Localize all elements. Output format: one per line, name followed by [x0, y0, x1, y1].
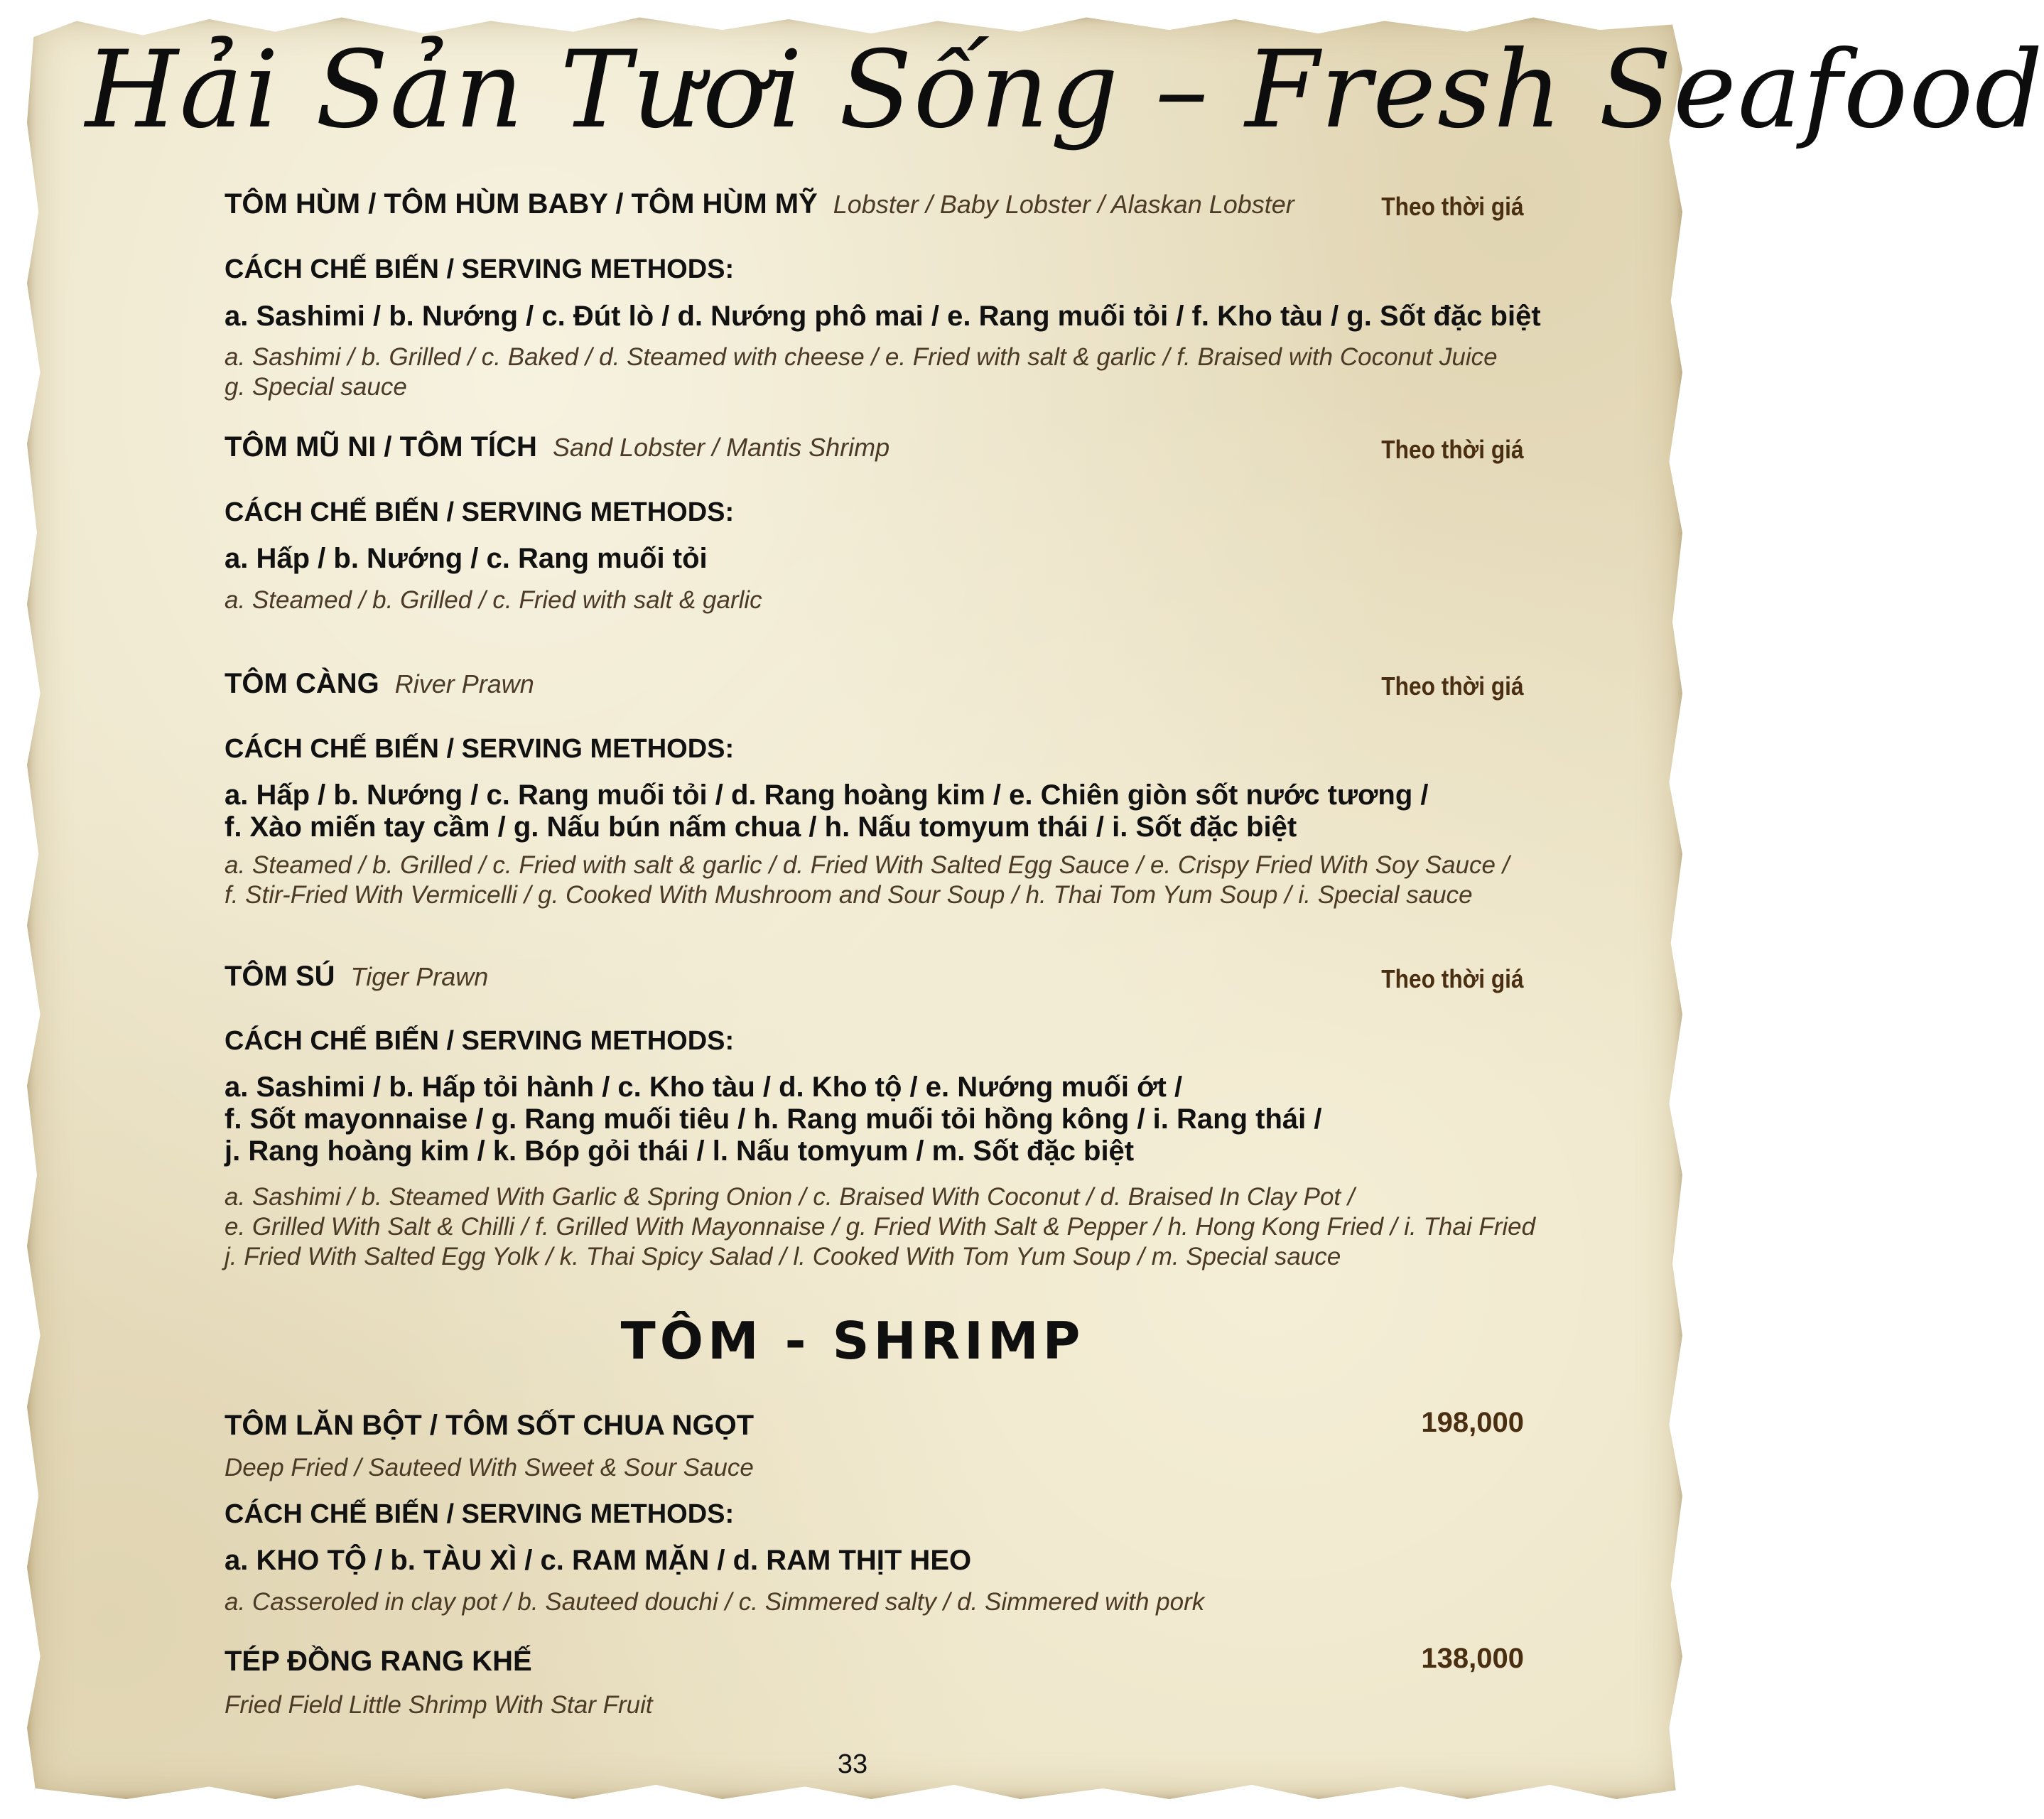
methods-header: CÁCH CHẾ BIẾN / SERVING METHODS: [225, 497, 735, 527]
menu-item-lobster [225, 188, 1294, 220]
item-price: 198,000 [1421, 1407, 1524, 1438]
page-number: 33 [837, 1749, 868, 1779]
methods-vn-line: a. Hấp / b. Nướng / c. Rang muối tỏi [225, 543, 708, 574]
item-price: Theo thời giá [1381, 192, 1524, 221]
methods-vn-line: a. KHO TỘ / b. TÀU XÌ / c. RAM MẶN / d. RAM THỊT HEO [225, 1545, 972, 1576]
item-price: Theo thời giá [1381, 671, 1524, 701]
item-price: Theo thời giá [1381, 435, 1524, 464]
methods-header: CÁCH CHẾ BIẾN / SERVING METHODS: [225, 1026, 735, 1056]
item-name-vn: TÔM MŨ NI / TÔM TÍCH [225, 431, 537, 463]
item-name-en: Sand Lobster / Mantis Shrimp [552, 433, 890, 462]
methods-en-line: f. Stir-Fried With Vermicelli / g. Cooked With Mushroom and Sour Soup / h. Thai Tom Yum Soup / i. Special sauce [225, 881, 1473, 909]
methods-vn-line: a. Hấp / b. Nướng / c. Rang muối tỏi / d. Rang hoàng kim / e. Chiên giòn sốt nước tương / [225, 779, 1429, 811]
item-price: Theo thời giá [1381, 964, 1524, 993]
menu-item-tiger-prawn [225, 961, 488, 993]
methods-vn-line: a. Sashimi / b. Nướng / c. Đút lò / d. Nướng phô mai / e. Rang muối tỏi / f. Kho tàu / g. Sốt đặc biệt [225, 301, 1541, 332]
methods-en-line: g. Special sauce [225, 373, 407, 401]
item-name-en: Deep Fried / Sauteed With Sweet & Sour Sauce [225, 1454, 754, 1481]
methods-vn-line: f. Xào miến tay cầm / g. Nấu bún nấm chua / h. Nấu tomyum thái / i. Sốt đặc biệt [225, 811, 1297, 843]
methods-header: CÁCH CHẾ BIẾN / SERVING METHODS: [225, 734, 735, 764]
methods-header: CÁCH CHẾ BIẾN / SERVING METHODS: [225, 1499, 735, 1529]
methods-en-line: a. Sashimi / b. Grilled / c. Baked / d. Steamed with cheese / e. Fried with salt & garlic / f. Braised with Coconut Juice [225, 343, 1498, 371]
methods-en-line: a. Steamed / b. Grilled / c. Fried with salt & garlic [225, 586, 762, 614]
menu-item-river-prawn [225, 668, 534, 700]
item-name-en: Tiger Prawn [350, 962, 489, 991]
methods-en-line: e. Grilled With Salt & Chilli / f. Grilled With Mayonnaise / g. Fried With Salt & Pepper / h. Hong Kong Fried / i. Thai Fried [225, 1213, 1536, 1241]
methods-vn-line: j. Rang hoàng kim / k. Bóp gỏi thái / l. Nấu tomyum / m. Sốt đặc biệt [225, 1135, 1135, 1167]
menu-item-shrimp-fried: TÔM LĂN BỘT / TÔM SỐT CHUA NGỌT [225, 1410, 755, 1441]
methods-vn-line: a. Sashimi / b. Hấp tỏi hành / c. Kho tàu / d. Kho tộ / e. Nướng muối ớt / [225, 1072, 1183, 1103]
page-title: Hải Sản Tươi Sống – Fresh Seafood [85, 28, 2044, 152]
methods-en-line: a. Sashimi / b. Steamed With Garlic & Spring Onion / c. Braised With Coconut / d. Braised In Clay Pot / [225, 1183, 1355, 1211]
item-name-vn: TÔM HÙM / TÔM HÙM BABY / TÔM HÙM MỸ [225, 188, 818, 220]
methods-en-line: a. Steamed / b. Grilled / c. Fried with salt & garlic / d. Fried With Salted Egg Sauce / e. Crispy Fried With Soy Sauce / [225, 851, 1510, 879]
methods-en-line: j. Fried With Salted Egg Yolk / k. Thai Spicy Salad / l. Cooked With Tom Yum Soup / m. Special sauce [225, 1243, 1341, 1270]
item-name-vn: TÔM CÀNG [225, 668, 379, 699]
item-name-en: Fried Field Little Shrimp With Star Fruit [225, 1691, 653, 1719]
item-name-en: Lobster / Baby Lobster / Alaskan Lobster [833, 190, 1294, 219]
menu-item-field-shrimp: TÉP ĐỒNG RANG KHẾ [225, 1646, 532, 1677]
methods-header: CÁCH CHẾ BIẾN / SERVING METHODS: [225, 254, 735, 284]
methods-en-line: a. Casseroled in clay pot / b. Sauteed douchi / c. Simmered salty / d. Simmered with pork [225, 1588, 1205, 1616]
section-title: TÔM - SHRIMP [620, 1311, 1085, 1371]
item-name-en: River Prawn [394, 669, 534, 698]
item-price: 138,000 [1421, 1643, 1524, 1674]
menu-item-sand-lobster [225, 431, 889, 463]
methods-vn-line: f. Sốt mayonnaise / g. Rang muối tiêu / h. Rang muối tỏi hồng kông / i. Rang thái / [225, 1103, 1322, 1135]
item-name-vn: TÔM SÚ [225, 961, 335, 992]
